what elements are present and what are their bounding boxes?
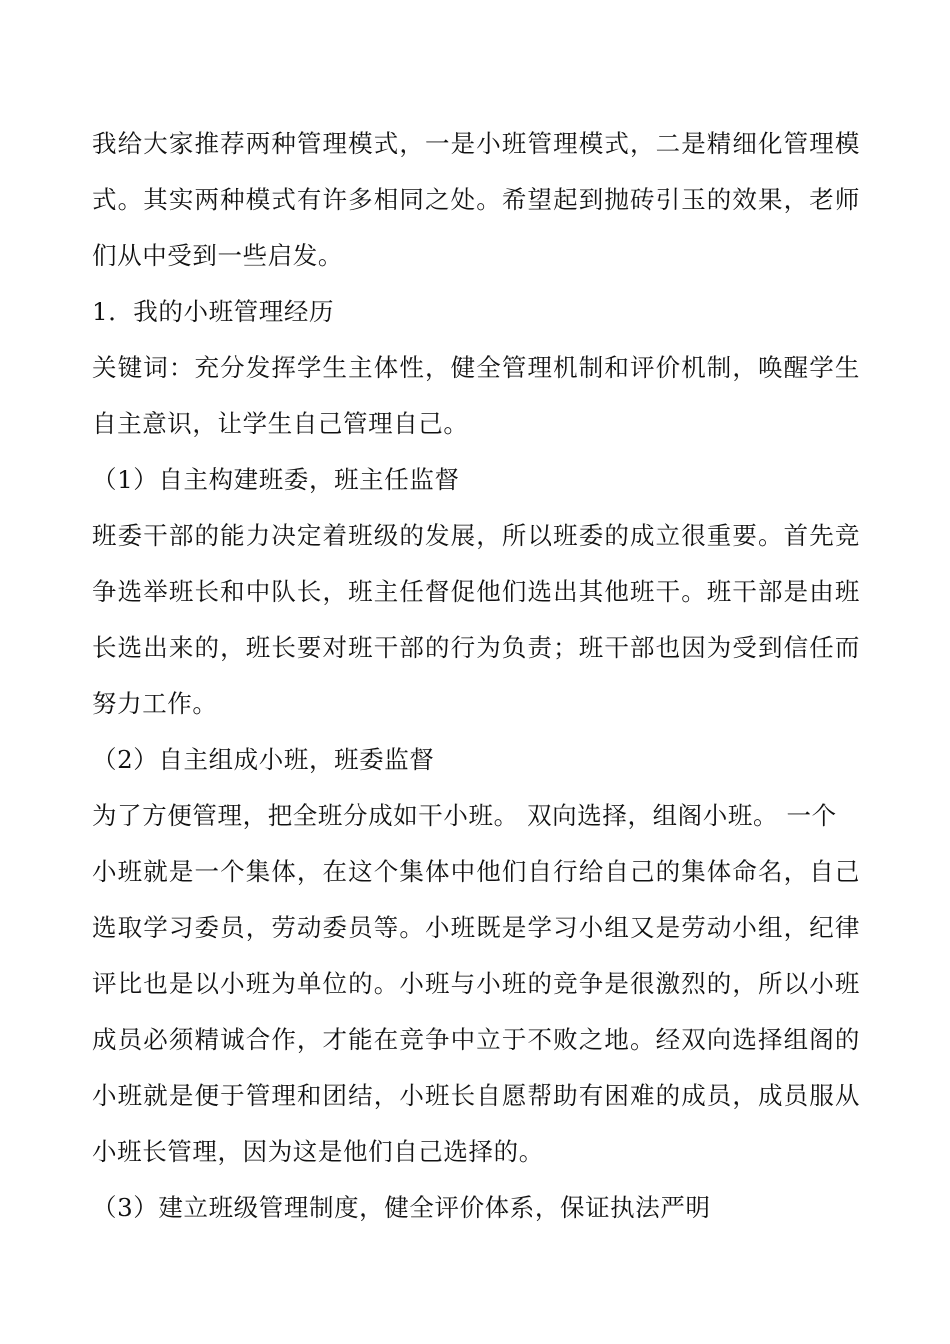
paragraph-2-line-2: 小班就是一个集体，在这个集体中他们自行给自己的集体命名，自己 [92, 857, 860, 886]
text-line-3: 们从中受到一些启发。 [92, 241, 343, 270]
document-body [92, 116, 860, 1236]
paragraph-1-line-3: 长选出来的，班长要对班干部的行为负责；班干部也因为受到信任而 [92, 633, 860, 662]
paragraph-2-line-4: 评比也是以小班为单位的。小班与小班的竞争是很激烈的，所以小班 [92, 969, 860, 998]
text-line-1: 我给大家推荐两种管理模式，一是小班管理模式，二是精细化管理模 [92, 129, 860, 158]
section-heading-1: 1．我的小班管理经历 [92, 297, 335, 326]
keywords-line-2: 自主意识，让学生自己管理自己。 [92, 409, 469, 438]
paragraph-2-line-7: 小班长管理，因为这是他们自己选择的。 [92, 1137, 544, 1166]
subheading-2: （2）自主组成小班，班委监督 [92, 745, 435, 774]
text-line-2: 式。其实两种模式有许多相同之处。希望起到抛砖引玉的效果，老师 [92, 185, 860, 214]
paragraph-2-line-3: 选取学习委员，劳动委员等。小班既是学习小组又是劳动小组，纪律 [92, 913, 860, 942]
subheading-1: （1）自主构建班委，班主任监督 [92, 465, 460, 494]
paragraph-1-line-1: 班委干部的能力决定着班级的发展，所以班委的成立很重要。首先竞 [92, 521, 860, 550]
paragraph-2-line-1: 为了方便管理，把全班分成如干小班。 双向选择，组阁小班。 一个 [92, 801, 837, 830]
paragraph-2-line-5: 成员必须精诚合作，才能在竞争中立于不败之地。经双向选择组阁的 [92, 1025, 860, 1054]
paragraph-2-line-6: 小班就是便于管理和团结，小班长自愿帮助有困难的成员，成员服从 [92, 1081, 860, 1110]
subheading-3: （3）建立班级管理制度，健全评价体系，保证执法严明 [92, 1193, 711, 1222]
keywords-line-1: 关键词：充分发挥学生主体性，健全管理机制和评价机制，唤醒学生 [92, 353, 860, 382]
paragraph-1-line-4: 努力工作。 [92, 689, 218, 718]
paragraph-1-line-2: 争选举班长和中队长，班主任督促他们选出其他班干。班干部是由班 [92, 577, 860, 606]
